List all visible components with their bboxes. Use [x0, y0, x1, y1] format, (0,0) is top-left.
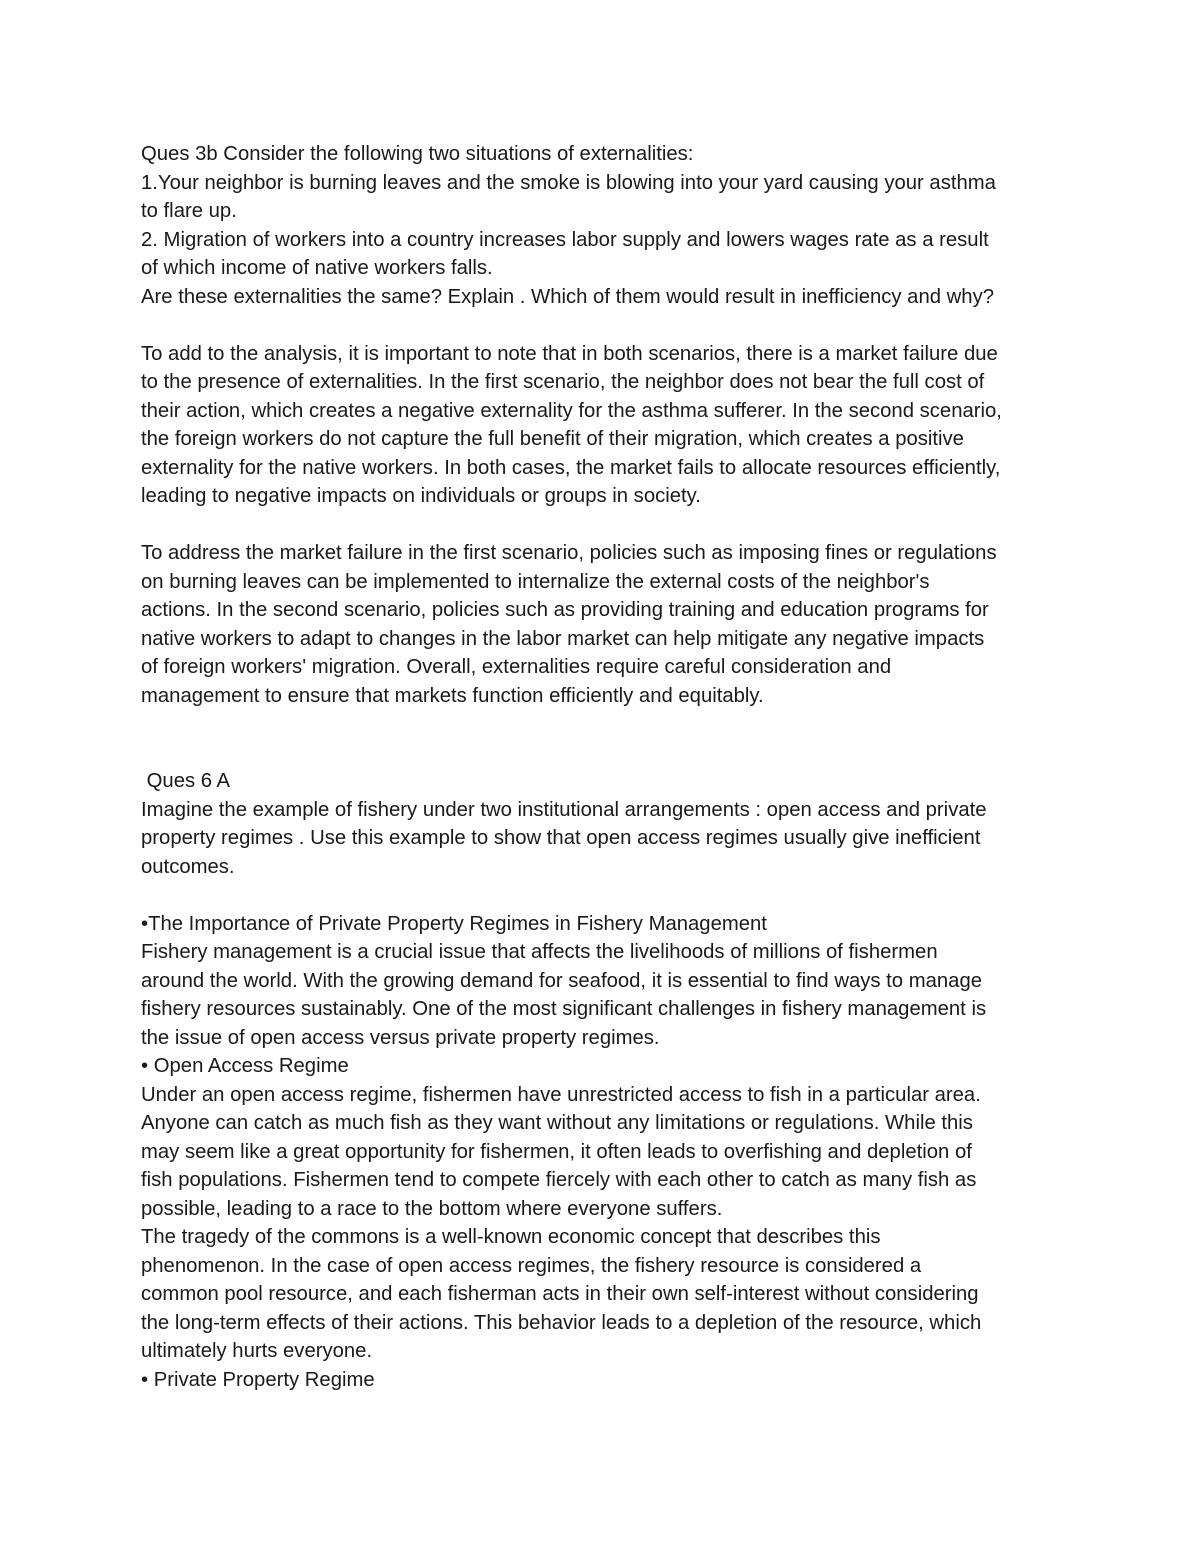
paragraph-line: around the world. With the growing demand for seafood, it is essential to find ways to manage — [141, 969, 983, 992]
paragraph-line: may seem like a great opportunity for fishermen, it often leads to overfishing and depletion of — [141, 1140, 972, 1163]
question-heading: Ques 3b Consider the following two situations of externalities: — [141, 143, 694, 165]
paragraph-line: phenomenon. In the case of open access regimes, the fishery resource is considered a — [141, 1254, 922, 1277]
question-line: outcomes. — [141, 855, 235, 878]
answer-paragraph — [141, 910, 1066, 1395]
question-line: of which income of native workers falls. — [141, 257, 493, 279]
paragraph-line: of foreign workers' migration. Overall, externalities require careful consideration and — [141, 656, 892, 678]
section-heading: • Open Access Regime — [141, 1055, 349, 1077]
paragraph-line: fishery resources sustainably. One of the most significant challenges in fishery management is — [141, 998, 987, 1020]
paragraph-gap — [141, 311, 1066, 340]
paragraph-line: fish populations. Fishermen tend to compete fiercely with each other to catch as many fish as — [141, 1169, 977, 1191]
question-6a — [141, 767, 1066, 881]
paragraph-line: the foreign workers do not capture the full benefit of their migration, which creates a positive — [141, 428, 964, 450]
paragraph-line: Fishery management is a crucial issue that affects the livelihoods of millions of fishermen — [141, 941, 938, 963]
section-heading: • Private Property Regime — [141, 1368, 375, 1391]
answer-paragraph — [141, 539, 1066, 710]
question-3b — [141, 140, 1066, 311]
question-line: Are these externalities the same? Explain . Which of them would result in inefficiency and why? — [141, 285, 995, 308]
section-heading: •The Importance of Private Property Regimes in Fishery Management — [141, 912, 767, 935]
answer-paragraph — [141, 340, 1066, 511]
document-body — [141, 140, 1066, 1394]
paragraph-line: management to ensure that markets function efficiently and equitably. — [141, 684, 764, 707]
paragraph-line: ultimately hurts everyone. — [141, 1340, 373, 1362]
paragraph-line: to the presence of externalities. In the first scenario, the neighbor does not bear the full cost of — [141, 371, 985, 393]
question-line: 2. Migration of workers into a country increases labor supply and lowers wages rate as a result — [141, 228, 989, 251]
paragraph-line: Anyone can catch as much fish as they want without any limitations or regulations. While this — [141, 1112, 973, 1134]
question-heading: Ques 6 A — [141, 770, 231, 792]
paragraph-line: actions. In the second scenario, policies such as providing training and education programs for — [141, 599, 989, 621]
paragraph-line: the long-term effects of their actions. This behavior leads to a depletion of the resource, which — [141, 1311, 982, 1334]
paragraph-line: possible, leading to a race to the bottom where everyone suffers. — [141, 1197, 723, 1220]
paragraph-line: their action, which creates a negative externality for the asthma sufferer. In the second scenario, — [141, 399, 1002, 422]
paragraph-line: To add to the analysis, it is important to note that in both scenarios, there is a market failure due — [141, 342, 998, 365]
paragraph-line: leading to negative impacts on individuals or groups in society. — [141, 485, 701, 507]
paragraph-line: the issue of open access versus private property regimes. — [141, 1026, 660, 1049]
paragraph-gap — [141, 511, 1066, 540]
paragraph-line: native workers to adapt to changes in the labor market can help mitigate any negative impacts — [141, 627, 985, 650]
question-line: Imagine the example of fishery under two institutional arrangements : open access and private — [141, 798, 987, 821]
paragraph-gap — [141, 881, 1066, 910]
question-line: property regimes . Use this example to show that open access regimes usually give inefficient — [141, 827, 981, 849]
paragraph-line: externality for the native workers. In both cases, the market fails to allocate resources efficiently, — [141, 456, 1001, 479]
paragraph-line: The tragedy of the commons is a well-known economic concept that describes this — [141, 1226, 881, 1248]
paragraph-line: To address the market failure in the first scenario, policies such as imposing fines or regulations — [141, 542, 997, 564]
paragraph-line: Under an open access regime, fishermen have unrestricted access to fish in a particular area. — [141, 1083, 981, 1106]
paragraph-line: common pool resource, and each fisherman acts in their own self-interest without considering — [141, 1283, 979, 1305]
question-line: to flare up. — [141, 200, 237, 222]
paragraph-line: on burning leaves can be implemented to internalize the external costs of the neighbor's — [141, 570, 930, 593]
question-line: 1.Your neighbor is burning leaves and the smoke is blowing into your yard causing your asthma — [141, 171, 996, 194]
section-gap — [141, 710, 1066, 767]
